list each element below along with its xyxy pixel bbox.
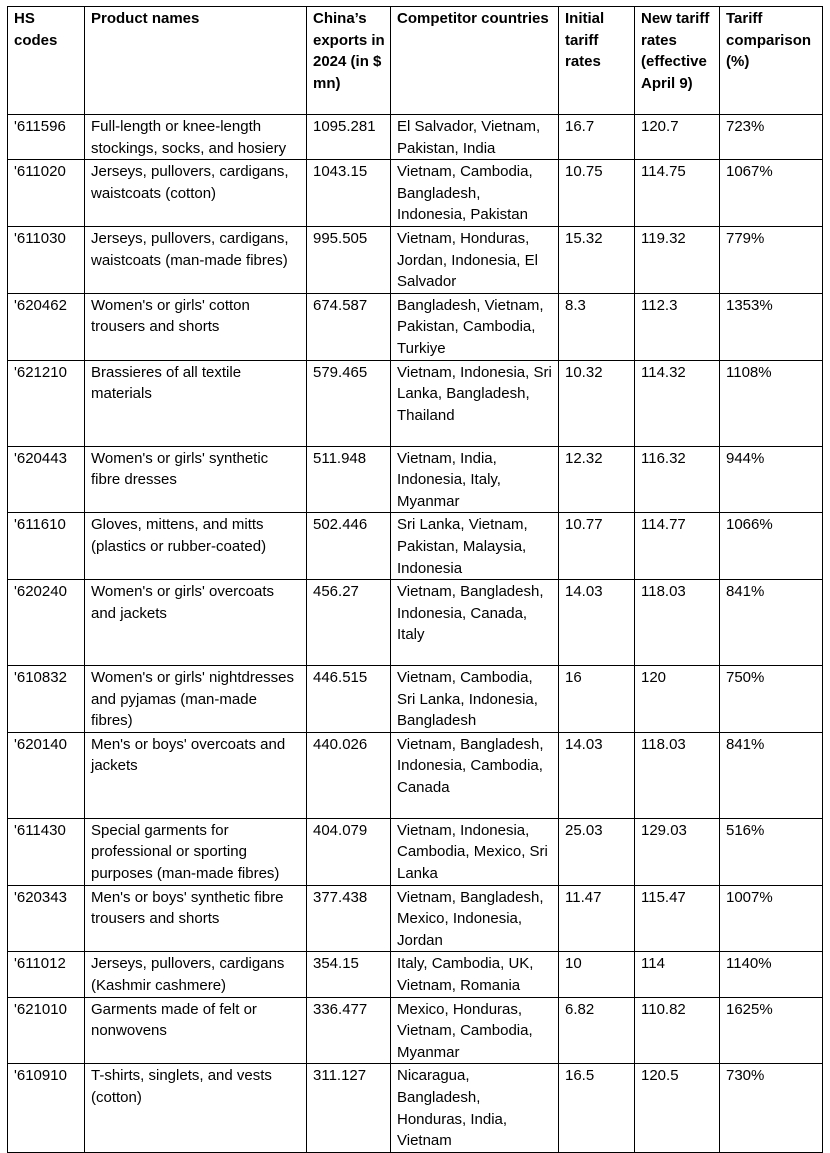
product-name-cell: Women's or girls' cotton trousers and shorts [85,293,307,360]
tariff-comparison-cell: 750% [720,666,823,733]
competitors-cell: Vietnam, Bangladesh, Mexico, Indonesia, Jordan [391,885,559,952]
new-tariff-cell: 115.47 [635,885,720,952]
competitors-cell: Vietnam, Indonesia, Sri Lanka, Bangladesh, Thailand [391,360,559,446]
new-tariff-cell: 119.32 [635,226,720,293]
product-name-cell: Men's or boys' synthetic fibre trousers and shorts [85,885,307,952]
hs-code-cell: '620140 [8,732,85,818]
competitors-cell: Vietnam, Bangladesh, Indonesia, Canada, Italy [391,580,559,666]
initial-tariff-cell: 10.77 [559,513,635,580]
hs-code-cell: '611430 [8,818,85,885]
hs-code-cell: '611610 [8,513,85,580]
exports-cell: 1095.281 [307,115,391,160]
tariff-comparison-cell: 841% [720,732,823,818]
new-tariff-cell: 118.03 [635,732,720,818]
tariff-comparison-cell: 516% [720,818,823,885]
hs-code-cell: '620240 [8,580,85,666]
tariff-comparison-cell: 1108% [720,360,823,446]
competitors-cell: Italy, Cambodia, UK, Vietnam, Romania [391,952,559,997]
exports-cell: 377.438 [307,885,391,952]
table-row [8,732,823,818]
initial-tariff-cell: 15.32 [559,226,635,293]
competitors-cell: Vietnam, Honduras, Jordan, Indonesia, El Salvador [391,226,559,293]
hs-code-cell: '610832 [8,666,85,733]
product-name-cell: T-shirts, singlets, and vests (cotton) [85,1064,307,1152]
new-tariff-cell: 114.32 [635,360,720,446]
new-tariff-cell: 120.7 [635,115,720,160]
initial-tariff-cell: 16 [559,666,635,733]
exports-cell: 440.026 [307,732,391,818]
table-row [8,293,823,360]
initial-tariff-cell: 25.03 [559,818,635,885]
product-name-cell: Women's or girls' nightdresses and pyjamas (man-made fibres) [85,666,307,733]
table-row [8,226,823,293]
column-header-tariff-comparison: Tariff comparison (%) [720,7,823,115]
tariff-comparison-cell: 723% [720,115,823,160]
hs-code-cell: '621010 [8,997,85,1064]
product-name-cell: Men's or boys' overcoats and jackets [85,732,307,818]
table-row [8,160,823,227]
table-row [8,580,823,666]
product-name-cell: Women's or girls' synthetic fibre dresses [85,446,307,513]
table-row [8,1064,823,1152]
new-tariff-cell: 118.03 [635,580,720,666]
column-header-hs-codes: HS codes [8,7,85,115]
tariff-comparison-cell: 944% [720,446,823,513]
product-name-cell: Women's or girls' overcoats and jackets [85,580,307,666]
competitors-cell: Vietnam, India, Indonesia, Italy, Myanmar [391,446,559,513]
document-page [7,6,823,1153]
new-tariff-cell: 120 [635,666,720,733]
competitors-cell: Bangladesh, Vietnam, Pakistan, Cambodia, Turkiye [391,293,559,360]
tariff-comparison-cell: 779% [720,226,823,293]
table-row [8,997,823,1064]
product-name-cell: Jerseys, pullovers, cardigans, waistcoats (cotton) [85,160,307,227]
competitors-cell: Vietnam, Indonesia, Cambodia, Mexico, Sri Lanka [391,818,559,885]
competitors-cell: Sri Lanka, Vietnam, Pakistan, Malaysia, Indonesia [391,513,559,580]
tariff-comparison-cell: 1007% [720,885,823,952]
exports-cell: 1043.15 [307,160,391,227]
new-tariff-cell: 114 [635,952,720,997]
table-row [8,885,823,952]
new-tariff-cell: 129.03 [635,818,720,885]
exports-cell: 579.465 [307,360,391,446]
exports-cell: 404.079 [307,818,391,885]
new-tariff-cell: 120.5 [635,1064,720,1152]
hs-code-cell: '611020 [8,160,85,227]
column-header-initial-tariff: Initial tariff rates [559,7,635,115]
column-header-competitor-countries: Competitor countries [391,7,559,115]
tariff-comparison-cell: 841% [720,580,823,666]
exports-cell: 336.477 [307,997,391,1064]
hs-code-cell: '621210 [8,360,85,446]
exports-cell: 311.127 [307,1064,391,1152]
competitors-cell: Vietnam, Cambodia, Sri Lanka, Indonesia, Bangladesh [391,666,559,733]
column-header-new-tariff: New tariff rates (effective April 9) [635,7,720,115]
new-tariff-cell: 110.82 [635,997,720,1064]
initial-tariff-cell: 10.75 [559,160,635,227]
table-row [8,446,823,513]
header-row [8,7,823,115]
competitors-cell: Mexico, Honduras, Vietnam, Cambodia, Myanmar [391,997,559,1064]
exports-cell: 511.948 [307,446,391,513]
table-row [8,115,823,160]
product-name-cell: Garments made of felt or nonwovens [85,997,307,1064]
tariff-comparison-cell: 1066% [720,513,823,580]
product-name-cell: Special garments for professional or sporting purposes (man-made fibres) [85,818,307,885]
product-name-cell: Gloves, mittens, and mitts (plastics or rubber-coated) [85,513,307,580]
product-name-cell: Full-length or knee-length stockings, socks, and hosiery [85,115,307,160]
hs-code-cell: '620462 [8,293,85,360]
product-name-cell: Brassieres of all textile materials [85,360,307,446]
hs-code-cell: '620443 [8,446,85,513]
exports-cell: 995.505 [307,226,391,293]
initial-tariff-cell: 8.3 [559,293,635,360]
exports-cell: 354.15 [307,952,391,997]
initial-tariff-cell: 10 [559,952,635,997]
tariff-comparison-cell: 1353% [720,293,823,360]
initial-tariff-cell: 16.7 [559,115,635,160]
initial-tariff-cell: 12.32 [559,446,635,513]
table-row [8,513,823,580]
hs-code-cell: '611596 [8,115,85,160]
new-tariff-cell: 112.3 [635,293,720,360]
product-name-cell: Jerseys, pullovers, cardigans, waistcoats (man-made fibres) [85,226,307,293]
table-row [8,818,823,885]
initial-tariff-cell: 16.5 [559,1064,635,1152]
initial-tariff-cell: 14.03 [559,580,635,666]
table-row [8,952,823,997]
exports-cell: 456.27 [307,580,391,666]
initial-tariff-cell: 10.32 [559,360,635,446]
exports-cell: 502.446 [307,513,391,580]
table-row [8,360,823,446]
tariff-table [7,6,823,1153]
competitors-cell: Vietnam, Cambodia, Bangladesh, Indonesia, Pakistan [391,160,559,227]
initial-tariff-cell: 14.03 [559,732,635,818]
new-tariff-cell: 116.32 [635,446,720,513]
new-tariff-cell: 114.77 [635,513,720,580]
tariff-comparison-cell: 1140% [720,952,823,997]
competitors-cell: Vietnam, Bangladesh, Indonesia, Cambodia, Canada [391,732,559,818]
tariff-comparison-cell: 1625% [720,997,823,1064]
hs-code-cell: '611030 [8,226,85,293]
competitors-cell: Nicaragua, Bangladesh, Honduras, India, Vietnam [391,1064,559,1152]
competitors-cell: El Salvador, Vietnam, Pakistan, India [391,115,559,160]
column-header-china-exports: China’s exports in 2024 (in $ mn) [307,7,391,115]
new-tariff-cell: 114.75 [635,160,720,227]
tariff-comparison-cell: 1067% [720,160,823,227]
initial-tariff-cell: 11.47 [559,885,635,952]
initial-tariff-cell: 6.82 [559,997,635,1064]
exports-cell: 674.587 [307,293,391,360]
column-header-product-names: Product names [85,7,307,115]
exports-cell: 446.515 [307,666,391,733]
table-row [8,666,823,733]
hs-code-cell: '611012 [8,952,85,997]
tariff-comparison-cell: 730% [720,1064,823,1152]
hs-code-cell: '620343 [8,885,85,952]
hs-code-cell: '610910 [8,1064,85,1152]
product-name-cell: Jerseys, pullovers, cardigans (Kashmir cashmere) [85,952,307,997]
